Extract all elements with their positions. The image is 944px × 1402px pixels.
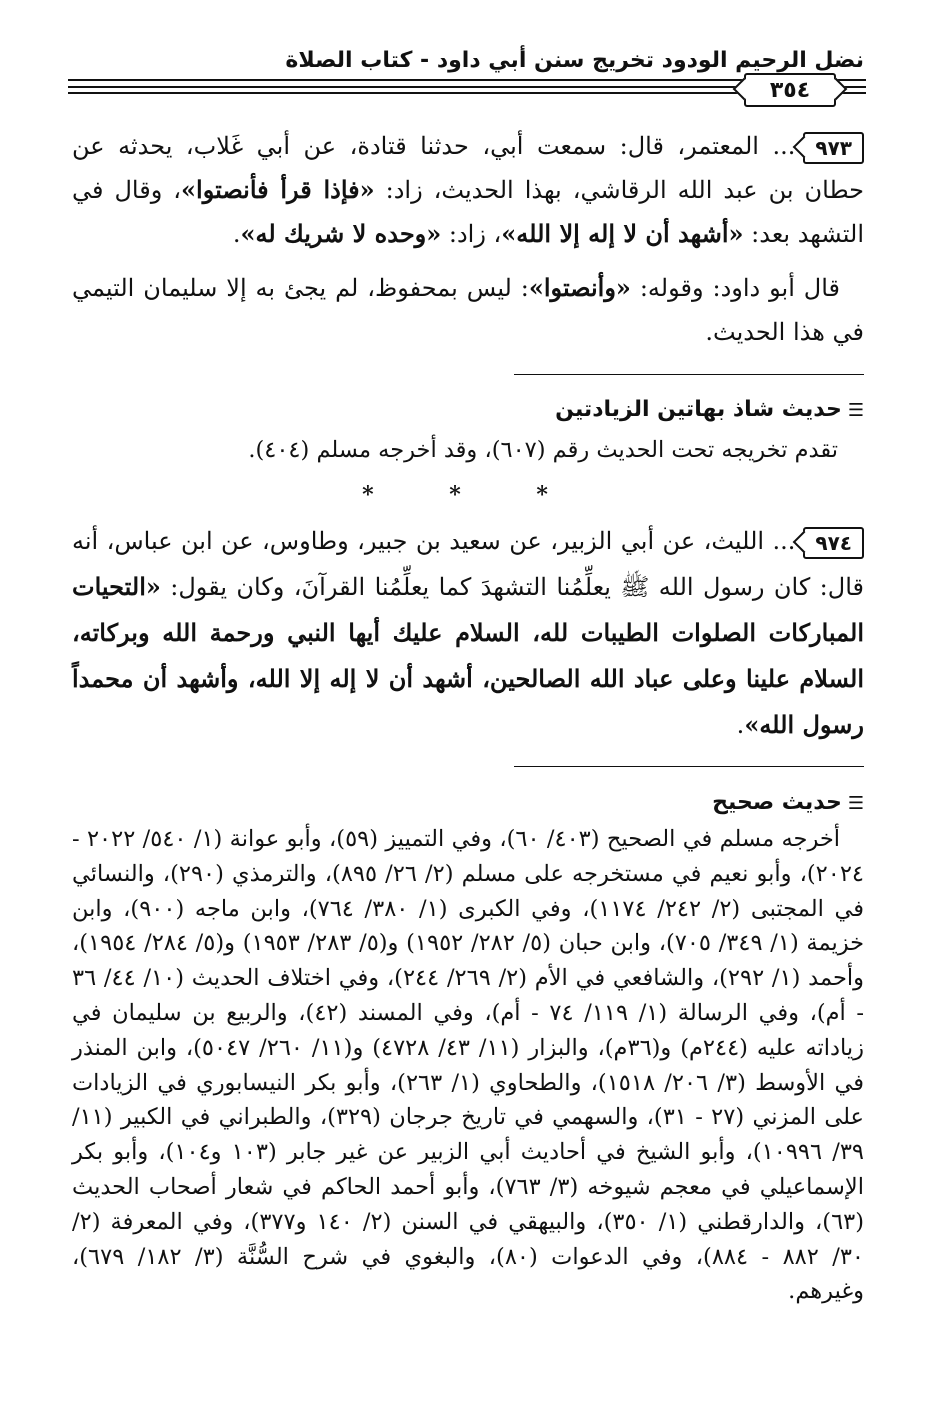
hadith-973-text-2: ، وقال في التشهد بعد: — [72, 176, 864, 248]
grading-2-title-text: حديث صحيح — [712, 790, 842, 815]
grading-1-text: تقدم تخريجه تحت الحديث رقم (٦٠٧)، وقد أخرجه مسلم (٤٠٤). — [248, 437, 838, 463]
section-stars: * * * — [362, 482, 582, 508]
hadith-974-text — [72, 518, 864, 748]
comment-text-1: قال أبو داود: وقوله: — [630, 274, 840, 302]
hadith-973-addition-2: «وحده لا شريك له» — [240, 219, 442, 248]
abu-dawud-comment — [72, 266, 864, 354]
hadith-973-text — [72, 124, 864, 256]
hadith-974-chain: ... الليث، عن أبي الزبير، عن سعيد بن جبير، وطاوس، عن ابن عباس، أنه قال: كان رسول الله ﷺ يعلِّمُنا التشهدَ كما يعلِّمُنا القرآنَ، وكان يقول: — [72, 527, 864, 601]
separator-line — [514, 766, 864, 767]
takhrij-text: أخرجه مسلم في الصحيح (٤٠٣/ ٦٠)، وفي التمييز (٥٩)، وأبو عوانة (١/ ٥٤٠/ ٢٠٢٢ - ٢٠٢٤)، وأبو نعيم في مستخرجه على مسلم (٢/ ٢٦/ ٨٩٥)، والترمذي (٢٩٠)، والنسائي في المجتبى (٢/ ٢٤٢/ ١١٧٤)، وفي الكبرى (١/ ٣٨٠/ ٧٦٤)، وابن ماجه (٩٠٠)، وابن خزيمة (١/ ٣٤٩/ ٧٠٥)، وابن حبان (٥/ ٢٨٢/ ١٩٥٢) و(٥/ ٢٨٣/ ١٩٥٣) و(٥/ ٢٨٤/ ١٩٥٤)، وأحمد (١/ ٢٩٢)، والشافعي في الأم (٢/ ٢٦٩/ ٢٤٤)، وفي اختلاف الحديث (١٠/ ٤٤/ ٣٦ - أم)، وفي الرسالة (١/ ١١٩/ ٧٤ - أم)، وفي المسند (٤٢)، والربيع بن سليمان في زياداته عليه (٢٤٤م) و(٣٦م)، والبزار (١١/ ٤٣/ ٤٧٢٨) و(١١/ ٢٦٠/ ٥٠٤٧)، وابن المنذر في الأوسط (٣/ ٢٠٦/ ١٥١٨)، والطحاوي (١/ ٢٦٣)، وأبو بكر النيسابوري في الزيادات على المزني (٢٧ - ٣١)، والسهمي في تاريخ جرجان (٣٢٩)، والطبراني في الكبير (١١/ ٣٩/ ١٠٩٩٦)، وأبو الشيخ في أحاديث أبي الزبير عن غير جابر (١٠٣ و١٠٤)، وأبو بكر الإسماعيلي في معجم شيوخه (٣/ ٧٦٣)، وأبو أحمد الحاكم في شعار أصحاب الحديث (٦٣)، والدارقطني (١/ ٣٥٠)، والبيهقي في السنن (٢/ ١٤٠ و٣٧٧)، وفي المعرفة (٢/ ٣٠/ ٨٨٢ - ٨٨٤)، وفي الدعوات (٨٠)، والبغوي في شرح السُّنَّة (٣/ ١٨٢/ ٦٧٩)، وغيرهم. — [72, 826, 865, 1305]
hadith-number-badge: ٩٧٣ — [803, 132, 864, 164]
comment-quoted-word: «وأنصتوا» — [528, 273, 631, 302]
hadith-973-chain: ... المعتمر، قال: سمعت أبي، حدثنا قتادة، عن أبي غَلاب، يحدثه عن حطان بن عبد الله الرقاشي، بهذا الحديث، زاد: — [72, 132, 864, 204]
hadith-974-tashahhud: «التحيات المباركات الصلوات الطيبات لله، السلام عليك أيها النبي ورحمة الله وبركاته، السلام علينا وعلى عباد الله الصالحين، أشهد أن لا إله إلا الله، وأشهد أن محمداً رسول الله» — [72, 572, 864, 739]
hadith-973 — [72, 124, 864, 354]
page-number-rule-left — [68, 86, 742, 94]
hadith-974-end: . — [736, 711, 745, 739]
hadith-973-shahada: «أشهد أن لا إله إلا الله» — [501, 219, 744, 248]
hadith-974 — [72, 518, 864, 748]
hadith-973-text-3: ، زاد: — [441, 220, 502, 248]
grading-2-title — [72, 790, 864, 815]
comment-text-2: : ليس بمحفوظ، لم يجئ به إلا سليمان التيمي في هذا الحديث. — [72, 274, 864, 346]
book-icon: ☰ — [847, 793, 864, 814]
grading-1-title — [72, 397, 864, 422]
running-title: نضل الرحيم الودود تخريج سنن أبي داود - كتاب الصلاة — [285, 48, 864, 73]
page-number: ٣٥٤ — [744, 73, 836, 107]
book-icon: ☰ — [847, 400, 864, 421]
hadith-973-text-4: . — [232, 220, 241, 248]
hadith-number-badge: ٩٧٤ — [803, 527, 864, 559]
separator-line — [514, 374, 864, 375]
hadith-973-addition-1: «فإذا قرأ فأنصتوا» — [181, 175, 375, 204]
grading-1-title-text: حديث شاذ بهاتين الزيادتين — [555, 397, 842, 422]
